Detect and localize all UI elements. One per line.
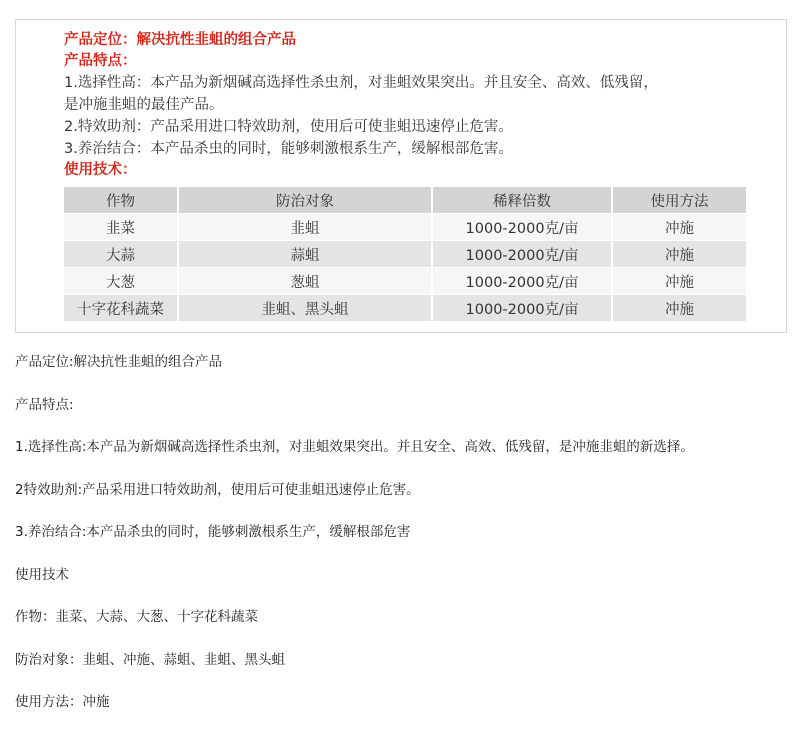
table-row	[64, 295, 746, 322]
header-target: 防治对象	[178, 187, 432, 214]
table-cell: 十字花科蔬菜	[64, 295, 178, 322]
table-cell: 1000-2000克/亩	[432, 268, 612, 295]
table-cell: 冲施	[612, 295, 746, 322]
feature-line-3: 3.养治结合：本产品杀虫的同时，能够刺激根系生产，缓解根部危害。	[64, 141, 513, 157]
usage-table	[64, 187, 746, 322]
table-cell: 韭菜	[64, 214, 178, 241]
table-cell: 1000-2000克/亩	[432, 241, 612, 268]
feature-1-paragraph: 1.选择性高:本产品为新烟碱高选择性杀虫剂，对韭蛆效果突出。并且安全、高效、低残留，是冲施韭蛆的新选择。	[15, 439, 694, 455]
feature-line-1-cont: 是冲施韭蛆的最佳产品。	[64, 97, 224, 113]
table-cell: 葱蛆	[178, 268, 432, 295]
feature-line-2: 2.特效助剂：产品采用进口特效助剂，使用后可使韭蛆迅速停止危害。	[64, 119, 513, 135]
table-row	[64, 214, 746, 241]
header-crop: 作物	[64, 187, 178, 214]
targets-paragraph: 防治对象：韭蛆、冲施、蒜蛆、韭蛆、黑头蛆	[15, 651, 285, 668]
feature-line-1: 1.选择性高：本产品为新烟碱高选择性杀虫剂，对韭蛆效果突出。并且安全、高效、低残留，	[64, 75, 658, 91]
feature-3-paragraph: 3.养治结合:本产品杀虫的同时，能够刺激根系生产，缓解根部危害	[15, 524, 411, 540]
table-cell: 1000-2000克/亩	[432, 295, 612, 322]
description-text	[15, 353, 800, 736]
header-method: 使用方法	[612, 187, 746, 214]
product-image-card	[15, 19, 787, 333]
features-heading: 产品特点：	[64, 53, 137, 69]
table-cell: 大葱	[64, 268, 178, 295]
method-paragraph: 使用方法：冲施	[15, 694, 110, 710]
positioning-paragraph: 产品定位:解决抗性韭蛆的组合产品	[15, 354, 223, 370]
table-header-row	[64, 187, 746, 214]
usage-heading: 使用技术：	[64, 162, 137, 178]
feature-2-paragraph: 2特效助剂:产品采用进口特效助剂，使用后可使韭蛆迅速停止危害。	[15, 481, 420, 498]
table-cell: 1000-2000克/亩	[432, 214, 612, 241]
table-cell: 冲施	[612, 241, 746, 268]
table-row	[64, 268, 746, 295]
usage-paragraph: 使用技术	[15, 566, 69, 583]
table-cell: 蒜蛆	[178, 241, 432, 268]
table-cell: 冲施	[612, 268, 746, 295]
positioning-heading: 产品定位：解决抗性韭蛆的组合产品	[64, 32, 296, 48]
crops-paragraph: 作物：韭菜、大蒜、大葱、十字花科蔬菜	[15, 609, 258, 625]
header-dilution: 稀释倍数	[432, 187, 612, 214]
table-cell: 冲施	[612, 214, 746, 241]
table-cell: 大蒜	[64, 241, 178, 268]
table-row	[64, 241, 746, 268]
card-content	[64, 30, 744, 181]
table-cell: 韭蛆	[178, 214, 432, 241]
table-cell: 韭蛆、黑头蛆	[178, 295, 432, 322]
features-paragraph: 产品特点:	[15, 396, 74, 413]
